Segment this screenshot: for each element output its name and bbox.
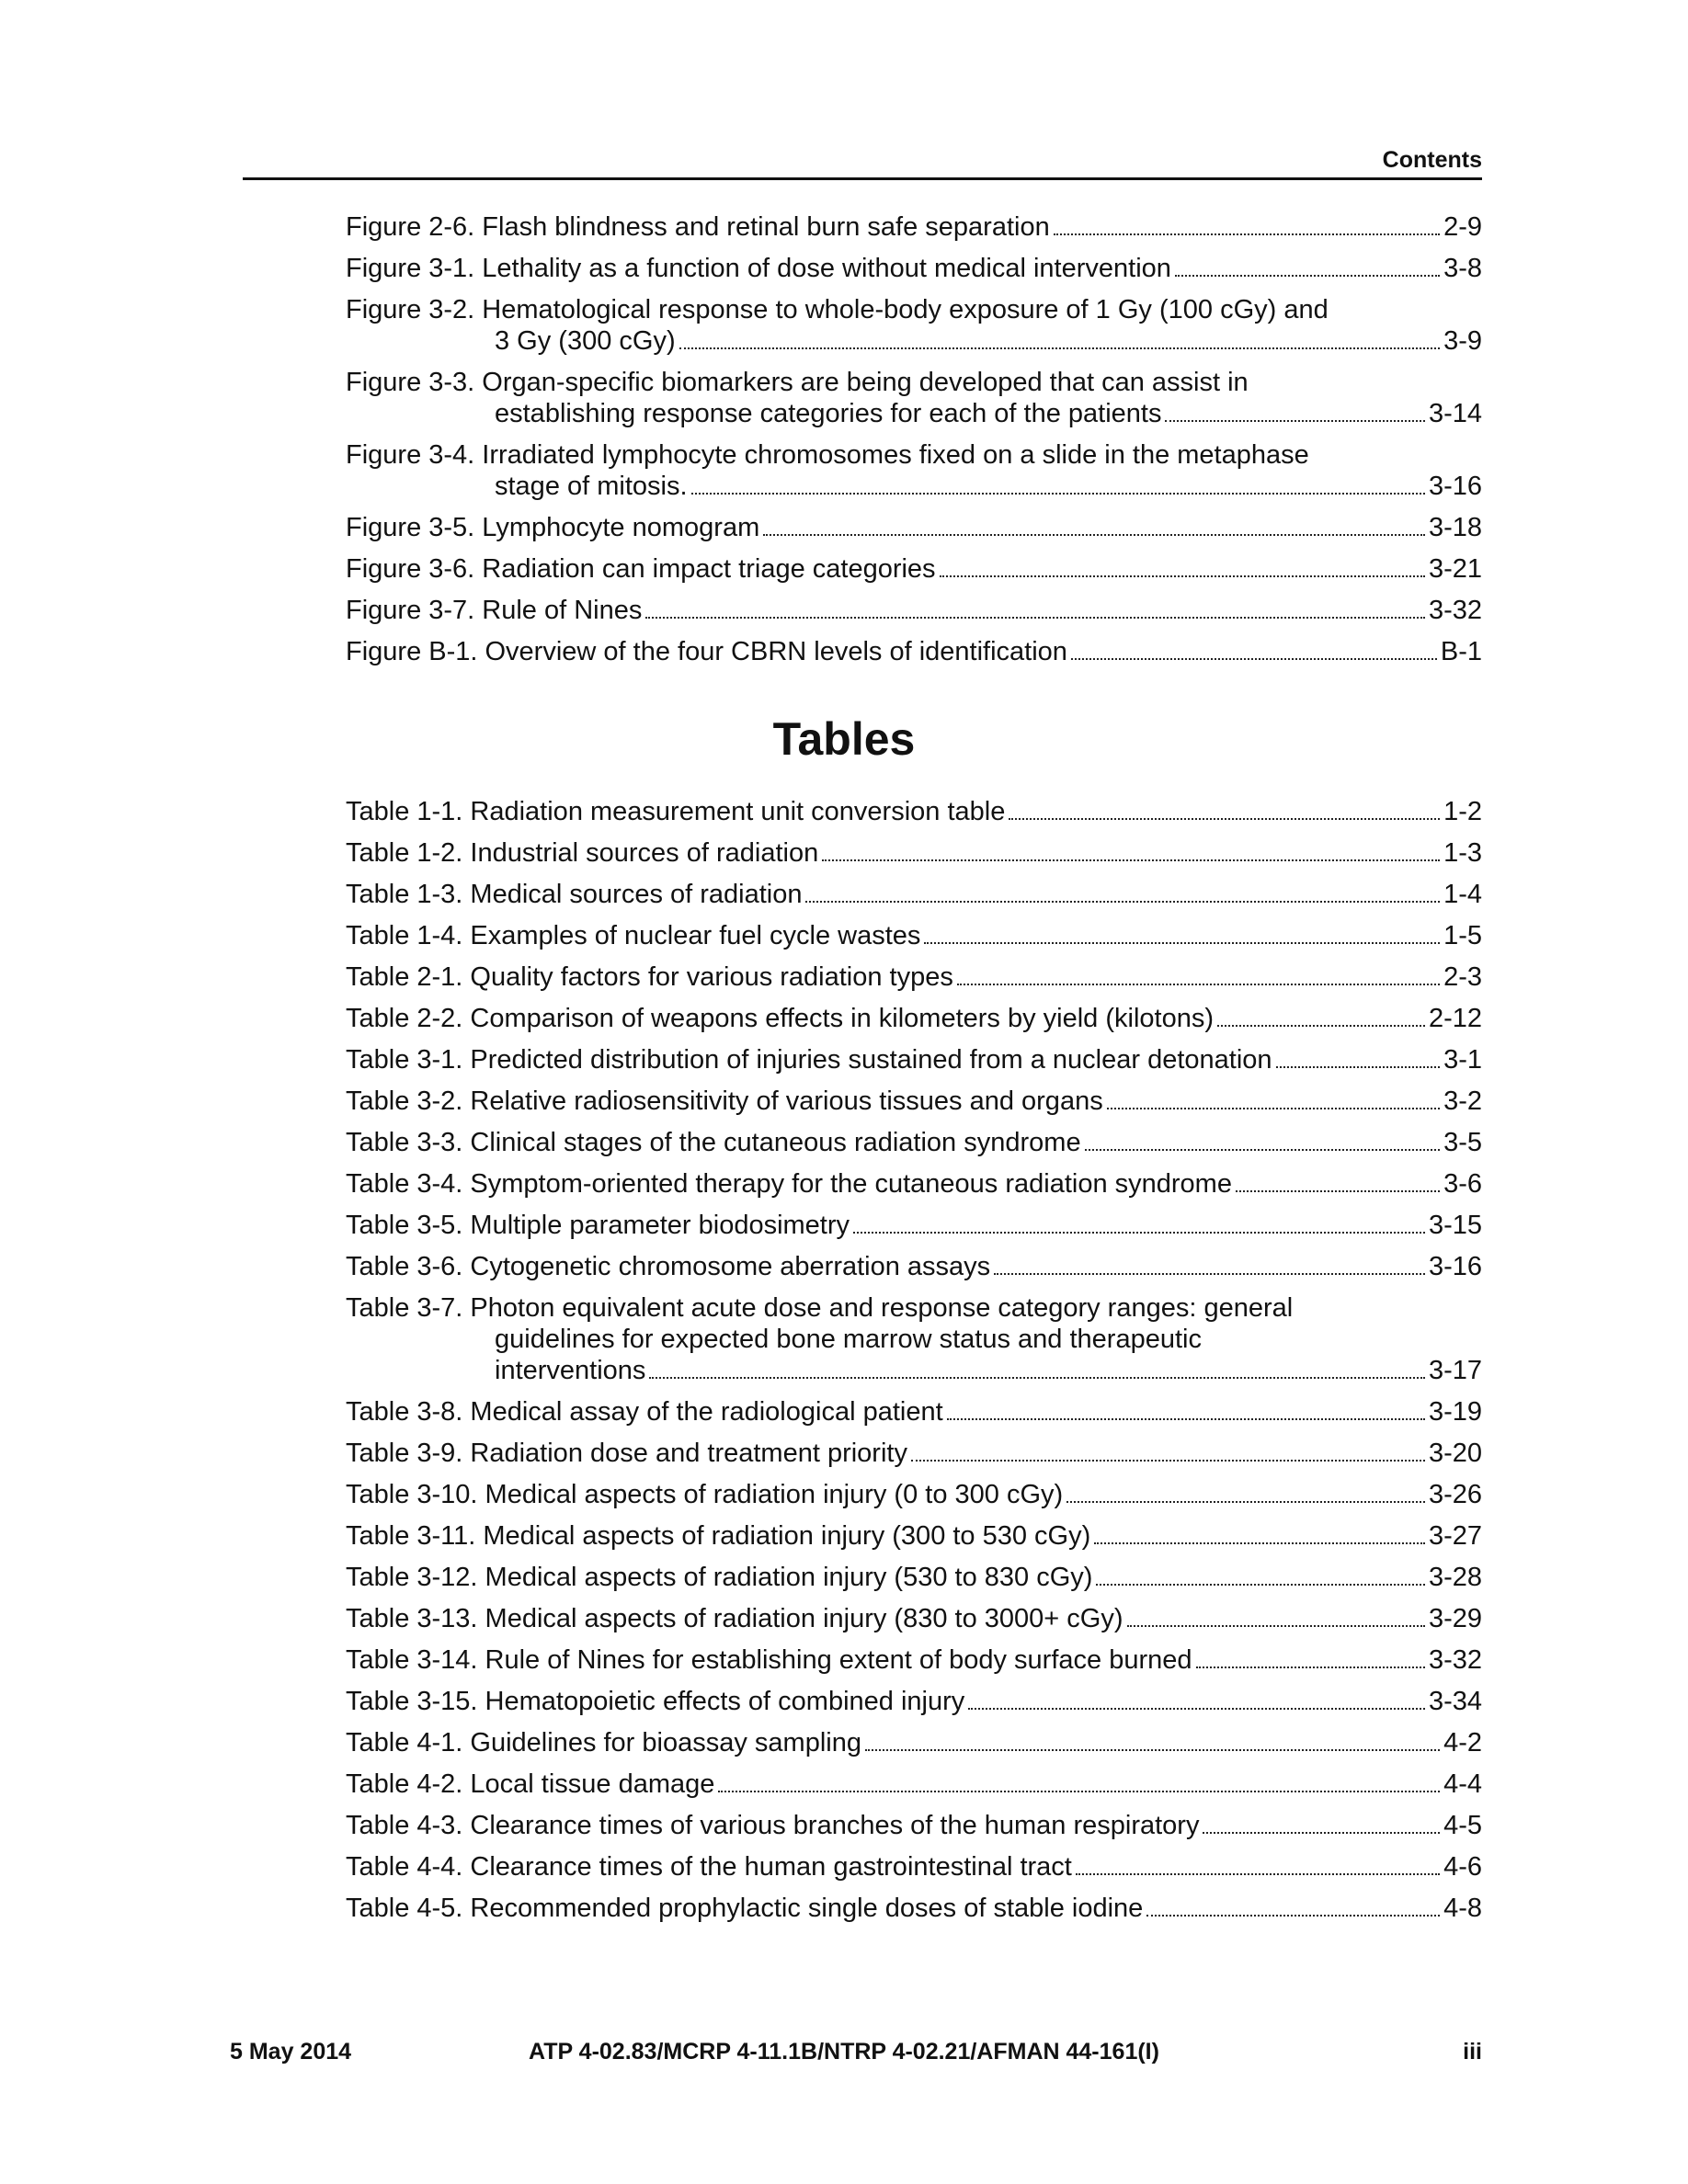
- figure-entry[interactable]: [346, 512, 1482, 543]
- entry-page-number: 3-26: [1428, 1480, 1482, 1509]
- dot-leader: [649, 1377, 1425, 1379]
- entry-page-number: 3-17: [1428, 1356, 1482, 1385]
- table-entry[interactable]: [346, 1168, 1482, 1200]
- table-entry[interactable]: [346, 1851, 1482, 1883]
- entry-title-line: establishing response categories for each of the patients: [495, 399, 1162, 428]
- entry-title-line: Table 3-4. Symptom-oriented therapy for the cutaneous radiation syndrome: [346, 1169, 1232, 1199]
- dot-leader: [1196, 1666, 1425, 1668]
- dot-leader: [1096, 1584, 1425, 1586]
- footer-page-number: iii: [1463, 2039, 1482, 2065]
- dot-leader: [645, 617, 1425, 619]
- entry-page-number: 3-16: [1428, 1252, 1482, 1281]
- entry-page-number: 3-16: [1428, 472, 1482, 501]
- entry-page-number: 3-1: [1443, 1045, 1482, 1075]
- figure-entry[interactable]: [346, 636, 1482, 667]
- table-entry[interactable]: [346, 1893, 1482, 1924]
- dot-leader: [1236, 1190, 1440, 1192]
- dot-leader: [1071, 658, 1437, 660]
- entry-page-number: 3-15: [1428, 1211, 1482, 1240]
- dot-leader: [1107, 1108, 1440, 1109]
- entry-page-number: 3-32: [1428, 1645, 1482, 1675]
- table-entry[interactable]: [346, 1727, 1482, 1758]
- dot-leader: [679, 347, 1440, 349]
- entry-title-line: 3 Gy (300 cGy): [495, 326, 676, 356]
- table-entry[interactable]: [346, 961, 1482, 993]
- table-entry[interactable]: [346, 879, 1482, 910]
- entry-title-line: Table 3-12. Medical aspects of radiation injury (530 to 830 cGy): [346, 1563, 1093, 1592]
- figure-entry[interactable]: [346, 294, 1482, 357]
- entry-page-number: 2-3: [1443, 962, 1482, 992]
- entry-page-number: 4-6: [1443, 1852, 1482, 1882]
- dot-leader: [1175, 275, 1440, 277]
- dot-leader: [691, 493, 1425, 495]
- dot-leader: [1146, 1915, 1440, 1917]
- table-entry[interactable]: [346, 1810, 1482, 1841]
- dot-leader: [957, 984, 1440, 985]
- entry-title-line: Figure 3-7. Rule of Nines: [346, 596, 643, 625]
- table-entry[interactable]: [346, 1562, 1482, 1593]
- table-entry[interactable]: [346, 1127, 1482, 1158]
- entry-title-line: Table 3-2. Relative radiosensitivity of various tissues and organs: [346, 1086, 1103, 1116]
- figures-list: [346, 211, 1482, 677]
- tables-list: [346, 796, 1482, 1934]
- entry-title-line: Table 2-1. Quality factors for various radiation types: [346, 962, 953, 992]
- dot-leader: [1085, 1149, 1441, 1151]
- footer-date: 5 May 2014: [230, 2039, 352, 2065]
- table-entry[interactable]: [346, 920, 1482, 951]
- entry-page-number: 4-2: [1443, 1728, 1482, 1757]
- table-entry[interactable]: [346, 1644, 1482, 1676]
- table-entry[interactable]: [346, 837, 1482, 869]
- table-entry[interactable]: [346, 1396, 1482, 1428]
- entry-title-line: Figure 2-6. Flash blindness and retinal burn safe separation: [346, 212, 1050, 242]
- dot-leader: [968, 1708, 1425, 1710]
- entry-page-number: 3-19: [1428, 1397, 1482, 1427]
- entry-title-line: Table 4-1. Guidelines for bioassay sampling: [346, 1728, 861, 1757]
- dot-leader: [911, 1460, 1425, 1462]
- entry-title-line: Table 3-9. Radiation dose and treatment priority: [346, 1439, 907, 1468]
- entry-title-line: guidelines for expected bone marrow status and therapeutic: [495, 1325, 1202, 1354]
- entry-title-line: Table 1-1. Radiation measurement unit conversion table: [346, 797, 1006, 826]
- dot-leader: [1165, 420, 1425, 422]
- dot-leader: [940, 575, 1425, 577]
- dot-leader: [1066, 1501, 1425, 1503]
- entry-title-line: Table 3-13. Medical aspects of radiation injury (830 to 3000+ cGy): [346, 1604, 1123, 1633]
- entry-page-number: 1-4: [1443, 880, 1482, 909]
- table-entry[interactable]: [346, 1686, 1482, 1717]
- entry-title-line: Figure 3-4. Irradiated lymphocyte chromosomes fixed on a slide in the metaphase: [346, 440, 1309, 470]
- figure-entry[interactable]: [346, 211, 1482, 243]
- entry-page-number: 1-5: [1443, 921, 1482, 950]
- entry-title-line: Table 3-6. Cytogenetic chromosome aberration assays: [346, 1252, 991, 1281]
- dot-leader: [924, 942, 1440, 944]
- entry-page-number: 3-28: [1428, 1563, 1482, 1592]
- dot-leader: [947, 1418, 1425, 1420]
- entry-page-number: 3-8: [1443, 254, 1482, 283]
- entry-page-number: 3-27: [1428, 1521, 1482, 1551]
- entry-page-number: 3-5: [1443, 1128, 1482, 1157]
- figure-entry[interactable]: [346, 553, 1482, 585]
- entry-title-line: Figure 3-1. Lethality as a function of dose without medical intervention: [346, 254, 1171, 283]
- entry-title-line: Figure B-1. Overview of the four CBRN levels of identification: [346, 637, 1067, 666]
- entry-page-number: 3-2: [1443, 1086, 1482, 1116]
- table-entry[interactable]: [346, 1251, 1482, 1282]
- dot-leader: [1203, 1832, 1440, 1834]
- entry-page-number: 4-4: [1443, 1769, 1482, 1799]
- entry-page-number: 2-12: [1428, 1004, 1482, 1033]
- entry-title-line: Table 3-14. Rule of Nines for establishing extent of body surface burned: [346, 1645, 1192, 1675]
- figure-entry[interactable]: [346, 439, 1482, 502]
- dot-leader: [1127, 1625, 1425, 1627]
- entry-title-line: Table 3-3. Clinical stages of the cutaneous radiation syndrome: [346, 1128, 1081, 1157]
- dot-leader: [1217, 1025, 1425, 1027]
- entry-title-line: Table 4-5. Recommended prophylactic single doses of stable iodine: [346, 1894, 1144, 1923]
- entry-title-line: Table 1-2. Industrial sources of radiation: [346, 838, 819, 868]
- table-entry[interactable]: [346, 1003, 1482, 1034]
- entry-title-line: Table 4-3. Clearance times of various branches of the human respiratory: [346, 1811, 1200, 1840]
- entry-title-line: interventions: [495, 1356, 646, 1385]
- dot-leader: [1076, 1873, 1440, 1875]
- entry-title-line: Table 4-4. Clearance times of the human gastrointestinal tract: [346, 1852, 1072, 1882]
- dot-leader: [865, 1749, 1440, 1751]
- table-entry[interactable]: [346, 1292, 1482, 1386]
- figure-entry[interactable]: [346, 253, 1482, 284]
- entry-title-line: Table 1-4. Examples of nuclear fuel cycle wastes: [346, 921, 921, 950]
- entry-page-number: 4-8: [1443, 1894, 1482, 1923]
- entry-page-number: 3-34: [1428, 1687, 1482, 1716]
- entry-page-number: 3-21: [1428, 554, 1482, 584]
- entry-page-number: 2-9: [1443, 212, 1482, 242]
- entry-page-number: 3-18: [1428, 513, 1482, 542]
- entry-page-number: 1-2: [1443, 797, 1482, 826]
- table-entry[interactable]: [346, 796, 1482, 827]
- entry-title-line: Table 3-11. Medical aspects of radiation injury (300 to 530 cGy): [346, 1521, 1091, 1551]
- table-entry[interactable]: [346, 1479, 1482, 1510]
- entry-title-line: Figure 3-6. Radiation can impact triage categories: [346, 554, 936, 584]
- running-header: Contents: [1382, 147, 1482, 173]
- entry-title-line: Table 3-8. Medical assay of the radiological patient: [346, 1397, 943, 1427]
- entry-page-number: 4-5: [1443, 1811, 1482, 1840]
- table-entry[interactable]: [346, 1769, 1482, 1800]
- entry-page-number: 3-9: [1443, 326, 1482, 356]
- dot-leader: [763, 534, 1425, 536]
- dot-leader: [994, 1273, 1425, 1275]
- entry-title-line: Figure 3-3. Organ-specific biomarkers are being developed that can assist in: [346, 368, 1249, 397]
- table-entry[interactable]: [346, 1086, 1482, 1117]
- entry-page-number: 3-14: [1428, 399, 1482, 428]
- entry-title-line: Table 3-5. Multiple parameter biodosimetry: [346, 1211, 850, 1240]
- entry-title-line: Table 3-10. Medical aspects of radiation injury (0 to 300 cGy): [346, 1480, 1064, 1509]
- table-entry[interactable]: [346, 1438, 1482, 1469]
- dot-leader: [1094, 1542, 1425, 1544]
- entry-page-number: 3-29: [1428, 1604, 1482, 1633]
- dot-leader: [718, 1791, 1440, 1792]
- figure-entry[interactable]: [346, 595, 1482, 626]
- entry-title-line: Table 3-7. Photon equivalent acute dose and response category ranges: general: [346, 1293, 1294, 1323]
- entry-page-number: 3-6: [1443, 1169, 1482, 1199]
- footer-doc-id: ATP 4-02.83/MCRP 4-11.1B/NTRP 4-02.21/AFMAN 44-161(I): [529, 2039, 1159, 2065]
- header-rule: [243, 177, 1482, 180]
- entry-page-number: 1-3: [1443, 838, 1482, 868]
- dot-leader: [805, 901, 1440, 903]
- entry-page-number: 3-32: [1428, 596, 1482, 625]
- tables-heading: Tables: [772, 713, 916, 765]
- entry-page-number: B-1: [1440, 637, 1482, 666]
- dot-leader: [1276, 1066, 1441, 1068]
- figure-entry[interactable]: [346, 367, 1482, 429]
- dot-leader: [1054, 233, 1440, 235]
- entry-page-number: 3-20: [1428, 1439, 1482, 1468]
- table-entry[interactable]: [346, 1603, 1482, 1634]
- table-entry[interactable]: [346, 1520, 1482, 1552]
- entry-title-line: Table 3-1. Predicted distribution of injuries sustained from a nuclear detonation: [346, 1045, 1272, 1075]
- dot-leader: [853, 1232, 1425, 1234]
- entry-title-line: Table 1-3. Medical sources of radiation: [346, 880, 803, 909]
- entry-title-line: Table 2-2. Comparison of weapons effects in kilometers by yield (kilotons): [346, 1004, 1215, 1033]
- dot-leader: [822, 859, 1440, 861]
- entry-title-line: Table 3-15. Hematopoietic effects of combined injury: [346, 1687, 965, 1716]
- entry-title-line: stage of mitosis.: [495, 472, 688, 501]
- table-entry[interactable]: [346, 1210, 1482, 1241]
- dot-leader: [1009, 818, 1440, 820]
- table-entry[interactable]: [346, 1044, 1482, 1075]
- entry-title-line: Table 4-2. Local tissue damage: [346, 1769, 715, 1799]
- entry-title-line: Figure 3-2. Hematological response to whole-body exposure of 1 Gy (100 cGy) and: [346, 295, 1329, 324]
- entry-title-line: Figure 3-5. Lymphocyte nomogram: [346, 513, 760, 542]
